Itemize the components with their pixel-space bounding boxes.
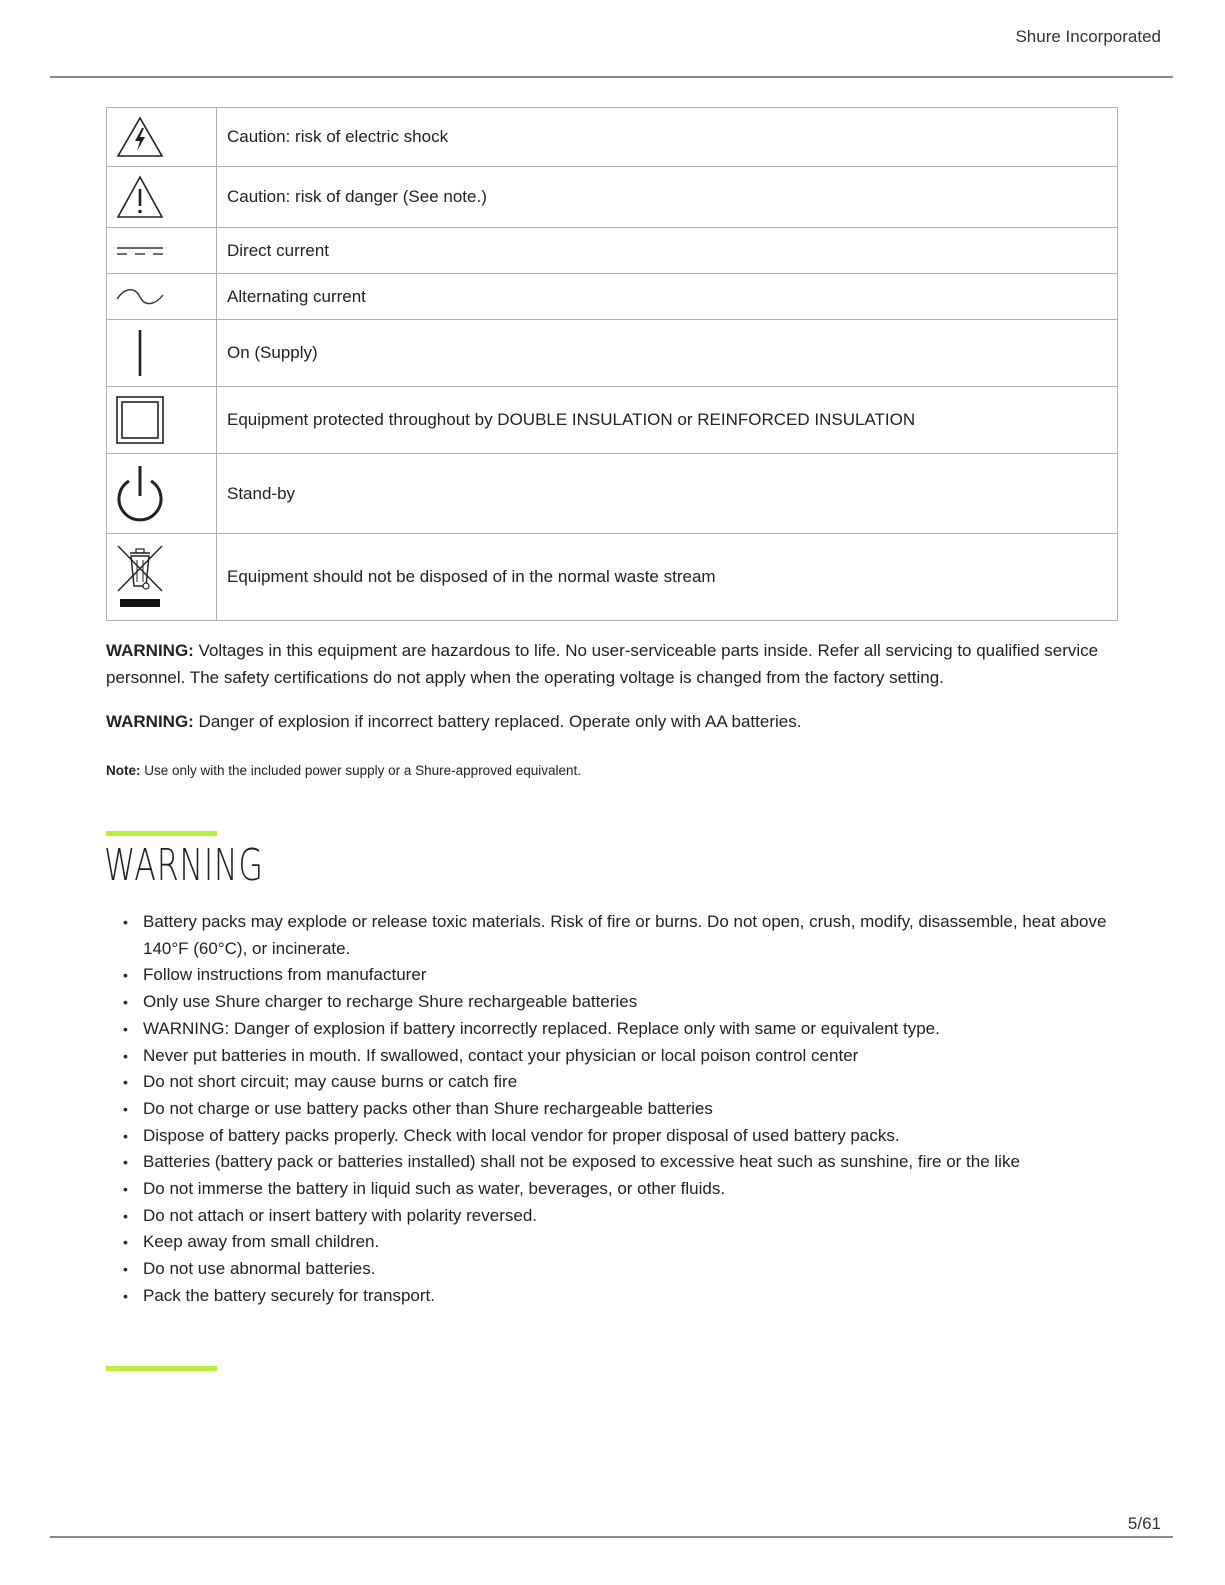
direct-current-icon (115, 244, 165, 258)
section-heading: WARNING (104, 840, 264, 891)
list-item: • Follow instructions from manufacturer (120, 962, 1110, 989)
symbol-description: Equipment protected throughout by DOUBLE INSULATION or REINFORCED INSULATION (217, 387, 1118, 454)
warning-text: Voltages in this equipment are hazardous to life. No user-serviceable parts inside. Refer all servicing to qualified service personnel. The safety certifications do not apply when the operating voltage is changed from the factory setting. (106, 641, 1099, 687)
list-item: • Only use Shure charger to recharge Shure rechargeable batteries (120, 989, 1110, 1016)
double-insulation-icon (115, 395, 165, 445)
table-row (107, 167, 1118, 228)
danger-warning-icon (115, 174, 165, 220)
symbol-cell (107, 387, 217, 454)
symbol-description: Direct current (217, 228, 1118, 274)
symbol-cell (107, 320, 217, 387)
symbol-cell (107, 274, 217, 320)
table-row (107, 320, 1118, 387)
symbol-cell (107, 534, 217, 621)
power-on-icon (115, 328, 165, 378)
symbol-cell (107, 454, 217, 534)
table-row (107, 274, 1118, 320)
symbol-description: Caution: risk of danger (See note.) (217, 167, 1118, 228)
table-row (107, 534, 1118, 621)
warning-lead: WARNING: (106, 641, 194, 660)
list-item: • Do not attach or insert battery with polarity reversed. (120, 1203, 1110, 1230)
list-item: • Pack the battery securely for transport. (120, 1283, 1110, 1310)
list-item: • Keep away from small children. (120, 1229, 1110, 1256)
note-text: Use only with the included power supply or a Shure-approved equivalent. (140, 763, 582, 778)
section-accent-bar (106, 831, 217, 836)
symbol-description: Caution: risk of electric shock (217, 108, 1118, 167)
list-item: • Do not charge or use battery packs other than Shure rechargeable batteries (120, 1096, 1110, 1123)
table-row (107, 228, 1118, 274)
list-item: • Battery packs may explode or release toxic materials. Risk of fire or burns. Do not open, crush, modify, disassemble, heat above 140°F (60°C), or incinerate. (120, 909, 1110, 962)
list-item: • Batteries (battery pack or batteries installed) shall not be exposed to excessive heat such as sunshine, fire or the like (120, 1149, 1110, 1176)
table-row (107, 108, 1118, 167)
warning-paragraph (106, 637, 1106, 691)
note-paragraph (106, 763, 581, 778)
table-row (107, 454, 1118, 534)
electric-shock-warning-icon (115, 115, 165, 159)
list-item: • Do not short circuit; may cause burns or catch fire (120, 1069, 1110, 1096)
symbol-description: On (Supply) (217, 320, 1118, 387)
alternating-current-icon (115, 289, 165, 305)
battery-warning-list (120, 909, 1110, 1310)
list-item: • Dispose of battery packs properly. Check with local vendor for proper disposal of used battery packs. (120, 1123, 1110, 1150)
note-lead: Note: (106, 763, 141, 778)
section-accent-bar (106, 1366, 217, 1371)
standby-icon (115, 464, 165, 524)
company-name: Shure Incorporated (1015, 27, 1161, 46)
list-item: • Do not use abnormal batteries. (120, 1256, 1110, 1283)
symbol-description: Equipment should not be disposed of in the normal waste stream (217, 534, 1118, 621)
symbol-table (106, 107, 1118, 621)
symbol-cell (107, 167, 217, 228)
warning-paragraph (106, 708, 1106, 735)
symbol-description: Stand-by (217, 454, 1118, 534)
page-number: 5/61 (1127, 1514, 1161, 1533)
weee-crossed-bin-icon (115, 543, 165, 611)
warning-text: Danger of explosion if incorrect battery replaced. Operate only with AA batteries. (193, 712, 802, 731)
header-divider (50, 76, 1173, 78)
list-item: • Do not immerse the battery in liquid such as water, beverages, or other fluids. (120, 1176, 1110, 1203)
symbol-cell (107, 108, 217, 167)
list-item: • Never put batteries in mouth. If swallowed, contact your physician or local poison control center (120, 1043, 1110, 1070)
symbol-cell (107, 228, 217, 274)
list-item: • WARNING: Danger of explosion if battery incorrectly replaced. Replace only with same or equivalent type. (120, 1016, 1110, 1043)
footer-divider (50, 1536, 1173, 1538)
symbol-description: Alternating current (217, 274, 1118, 320)
warning-lead: WARNING: (106, 712, 194, 731)
table-row (107, 387, 1118, 454)
